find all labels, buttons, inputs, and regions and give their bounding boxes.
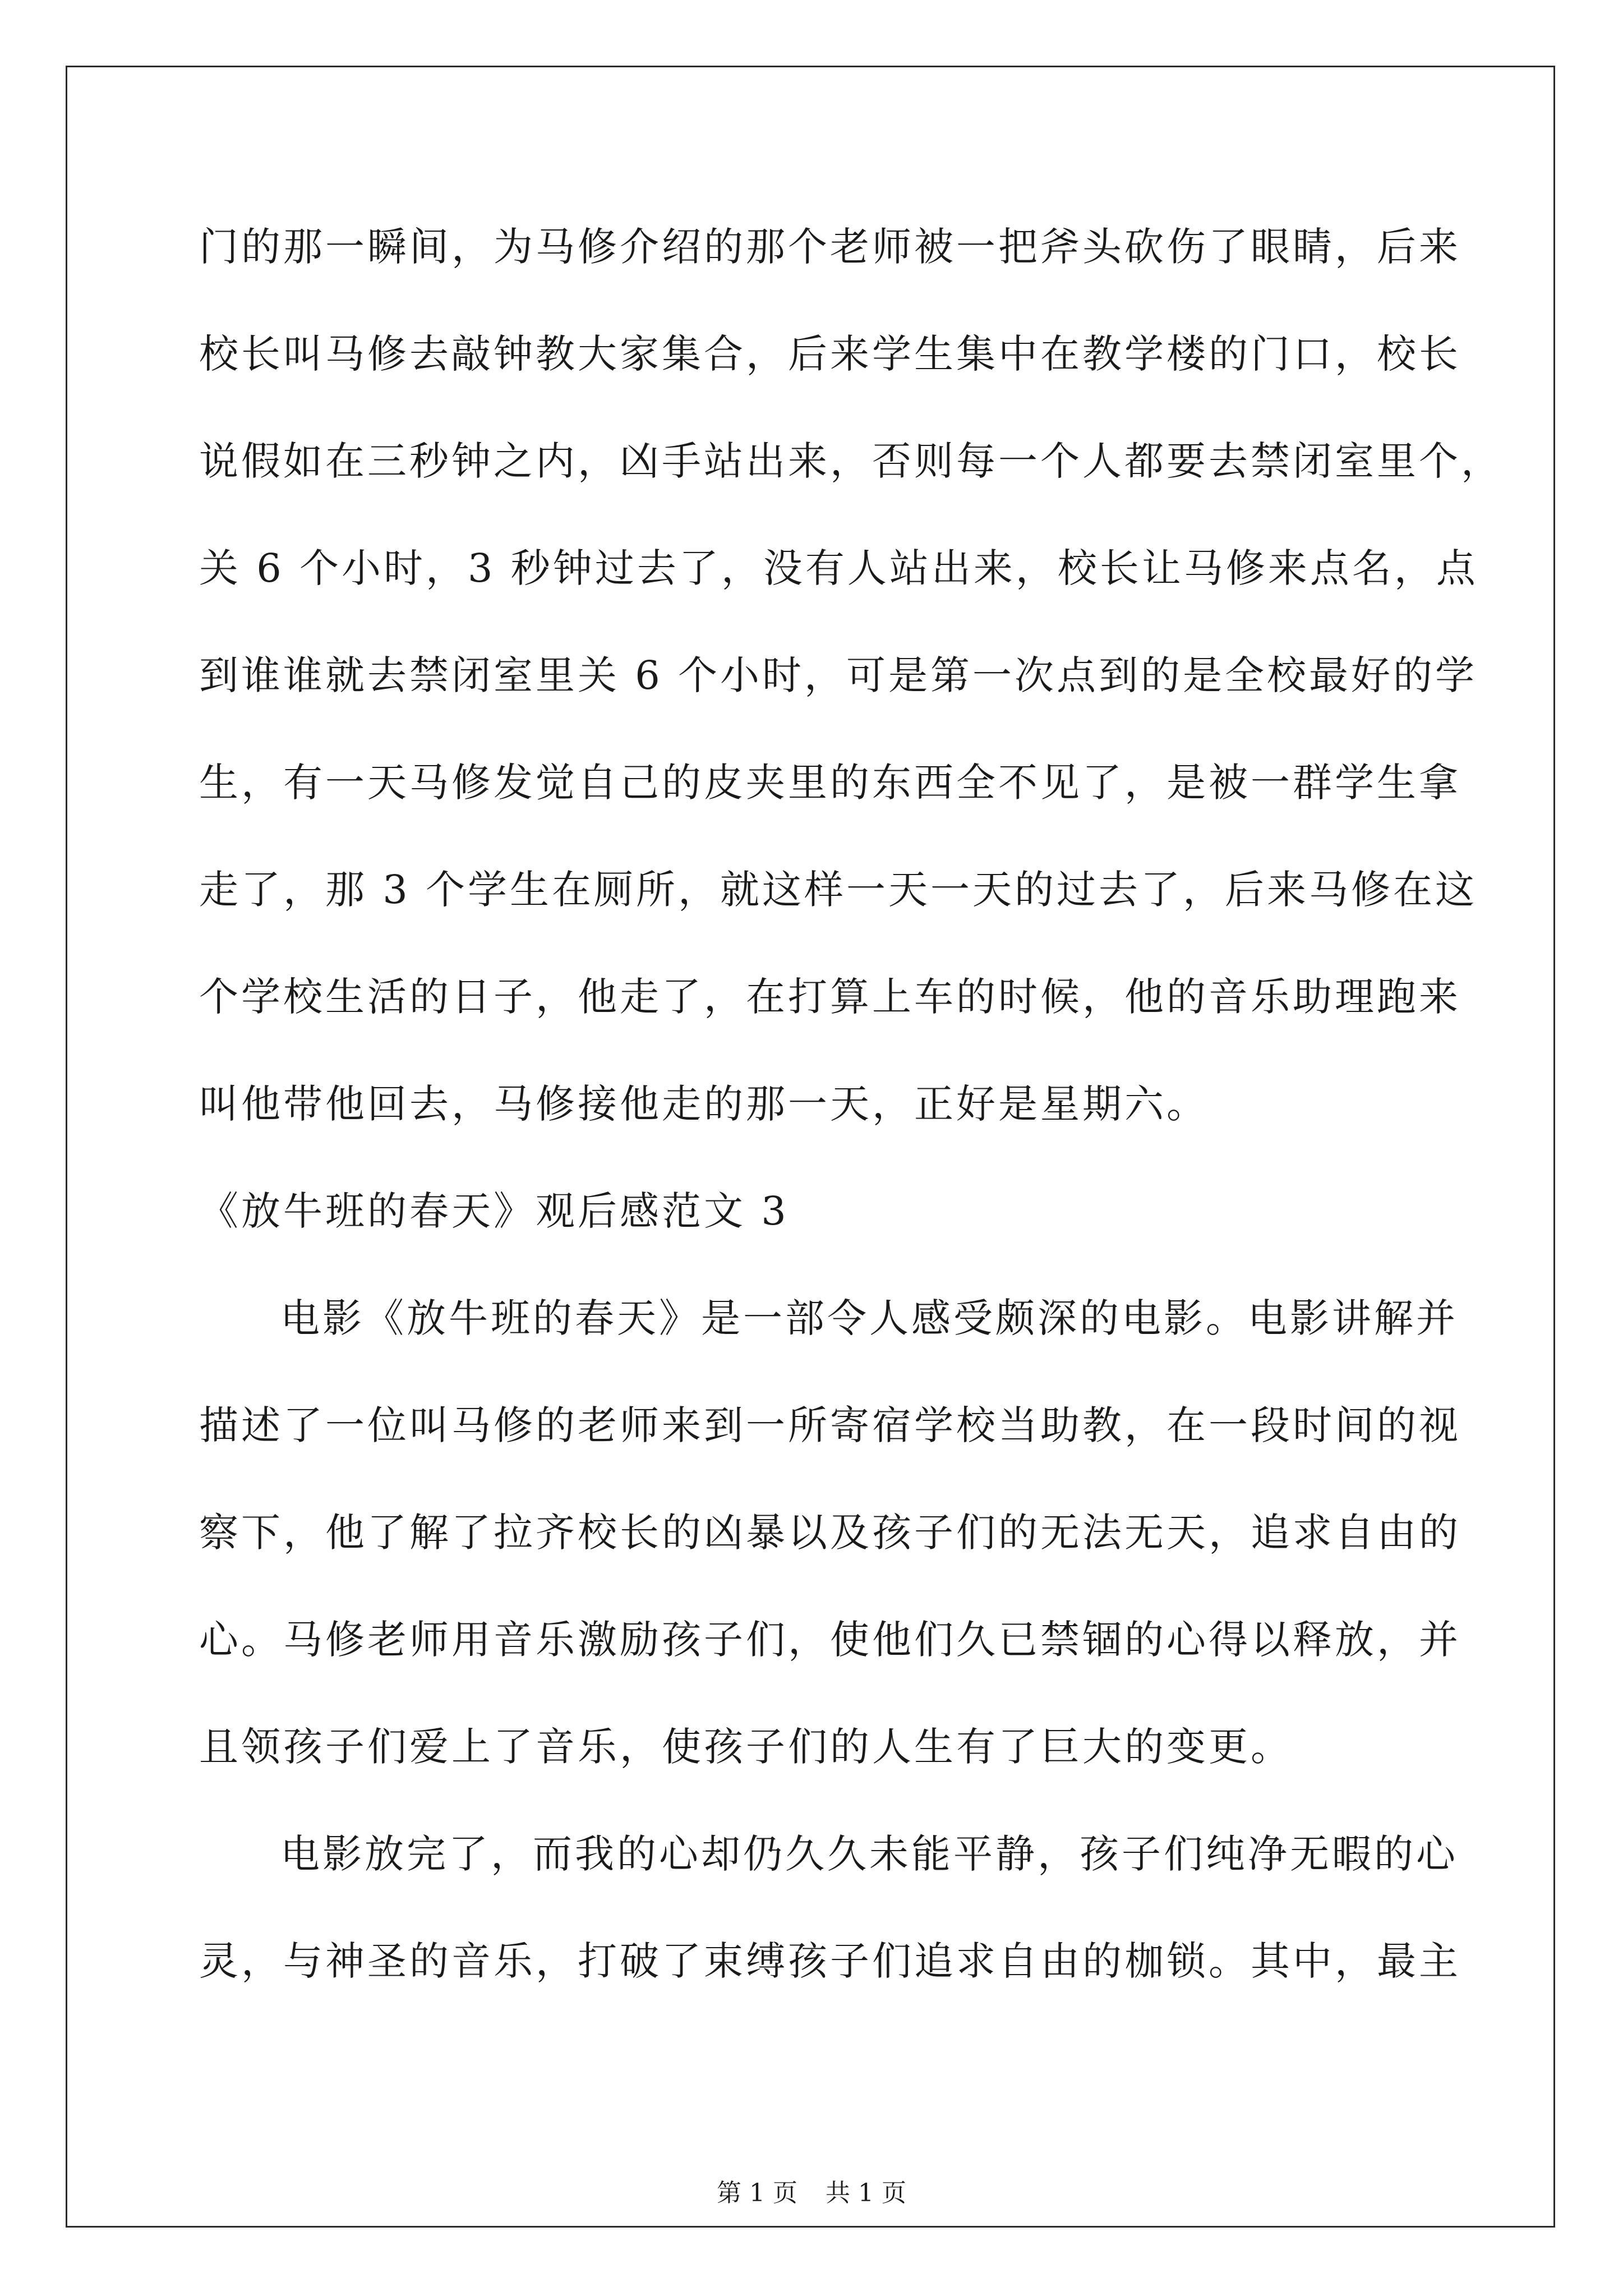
page-number-current: 第 1 页 xyxy=(717,2179,797,2207)
body-line-13: 察下，他了解了拉齐校长的凶暴以及孩子们的无法无天，追求自由的 xyxy=(199,1510,1461,1556)
body-line-11: 电影《放牛班的春天》是一部令人感受颇深的电影。电影讲解并 xyxy=(280,1295,1458,1341)
body-line-6: 生，有一天马修发觉自己的皮夹里的东西全不见了，是被一群学生拿 xyxy=(199,760,1461,806)
page-footer xyxy=(0,2177,1623,2210)
body-line-14: 心。马修老师用音乐激励孩子们，使他们久已禁锢的心得以释放，并 xyxy=(199,1617,1461,1663)
body-line-3: 说假如在三秒钟之内，凶手站出来，否则每一个人都要去禁闭室里个， xyxy=(199,438,1503,484)
body-line-4: 关 6 个小时，3 秒钟过去了，没有人站出来，校长让马修来点名，点 xyxy=(199,545,1478,591)
body-line-2: 校长叫马修去敲钟教大家集合，后来学生集中在教学楼的门口，校长 xyxy=(199,331,1461,377)
body-line-1: 门的那一瞬间，为马修介绍的那个老师被一把斧头砍伤了眼睛，后来 xyxy=(199,224,1461,270)
body-line-17: 灵，与神圣的音乐，打破了束缚孩子们追求自由的枷锁。其中，最主 xyxy=(199,1938,1461,1984)
body-line-16: 电影放完了，而我的心却仍久久未能平静，孩子们纯净无暇的心 xyxy=(280,1831,1458,1877)
body-line-8: 个学校生活的日子，他走了，在打算上车的时候，他的音乐助理跑来 xyxy=(199,974,1461,1020)
body-line-12: 描述了一位叫马修的老师来到一所寄宿学校当助教，在一段时间的视 xyxy=(199,1402,1461,1448)
body-line-5: 到谁谁就去禁闭室里关 6 个小时，可是第一次点到的是全校最好的学 xyxy=(199,652,1478,698)
section-heading: 《放牛班的春天》观后感范文 3 xyxy=(199,1188,789,1234)
body-line-7: 走了，那 3 个学生在厕所，就这样一天一天的过去了，后来马修在这 xyxy=(199,867,1478,913)
body-line-9: 叫他带他回去，马修接他走的那一天，正好是星期六。 xyxy=(199,1081,1209,1127)
body-line-15: 且领孩子们爱上了音乐，使孩子们的人生有了巨大的变更。 xyxy=(199,1724,1293,1770)
page-number-total: 共 1 页 xyxy=(826,2179,906,2207)
document-body xyxy=(199,213,1503,2035)
